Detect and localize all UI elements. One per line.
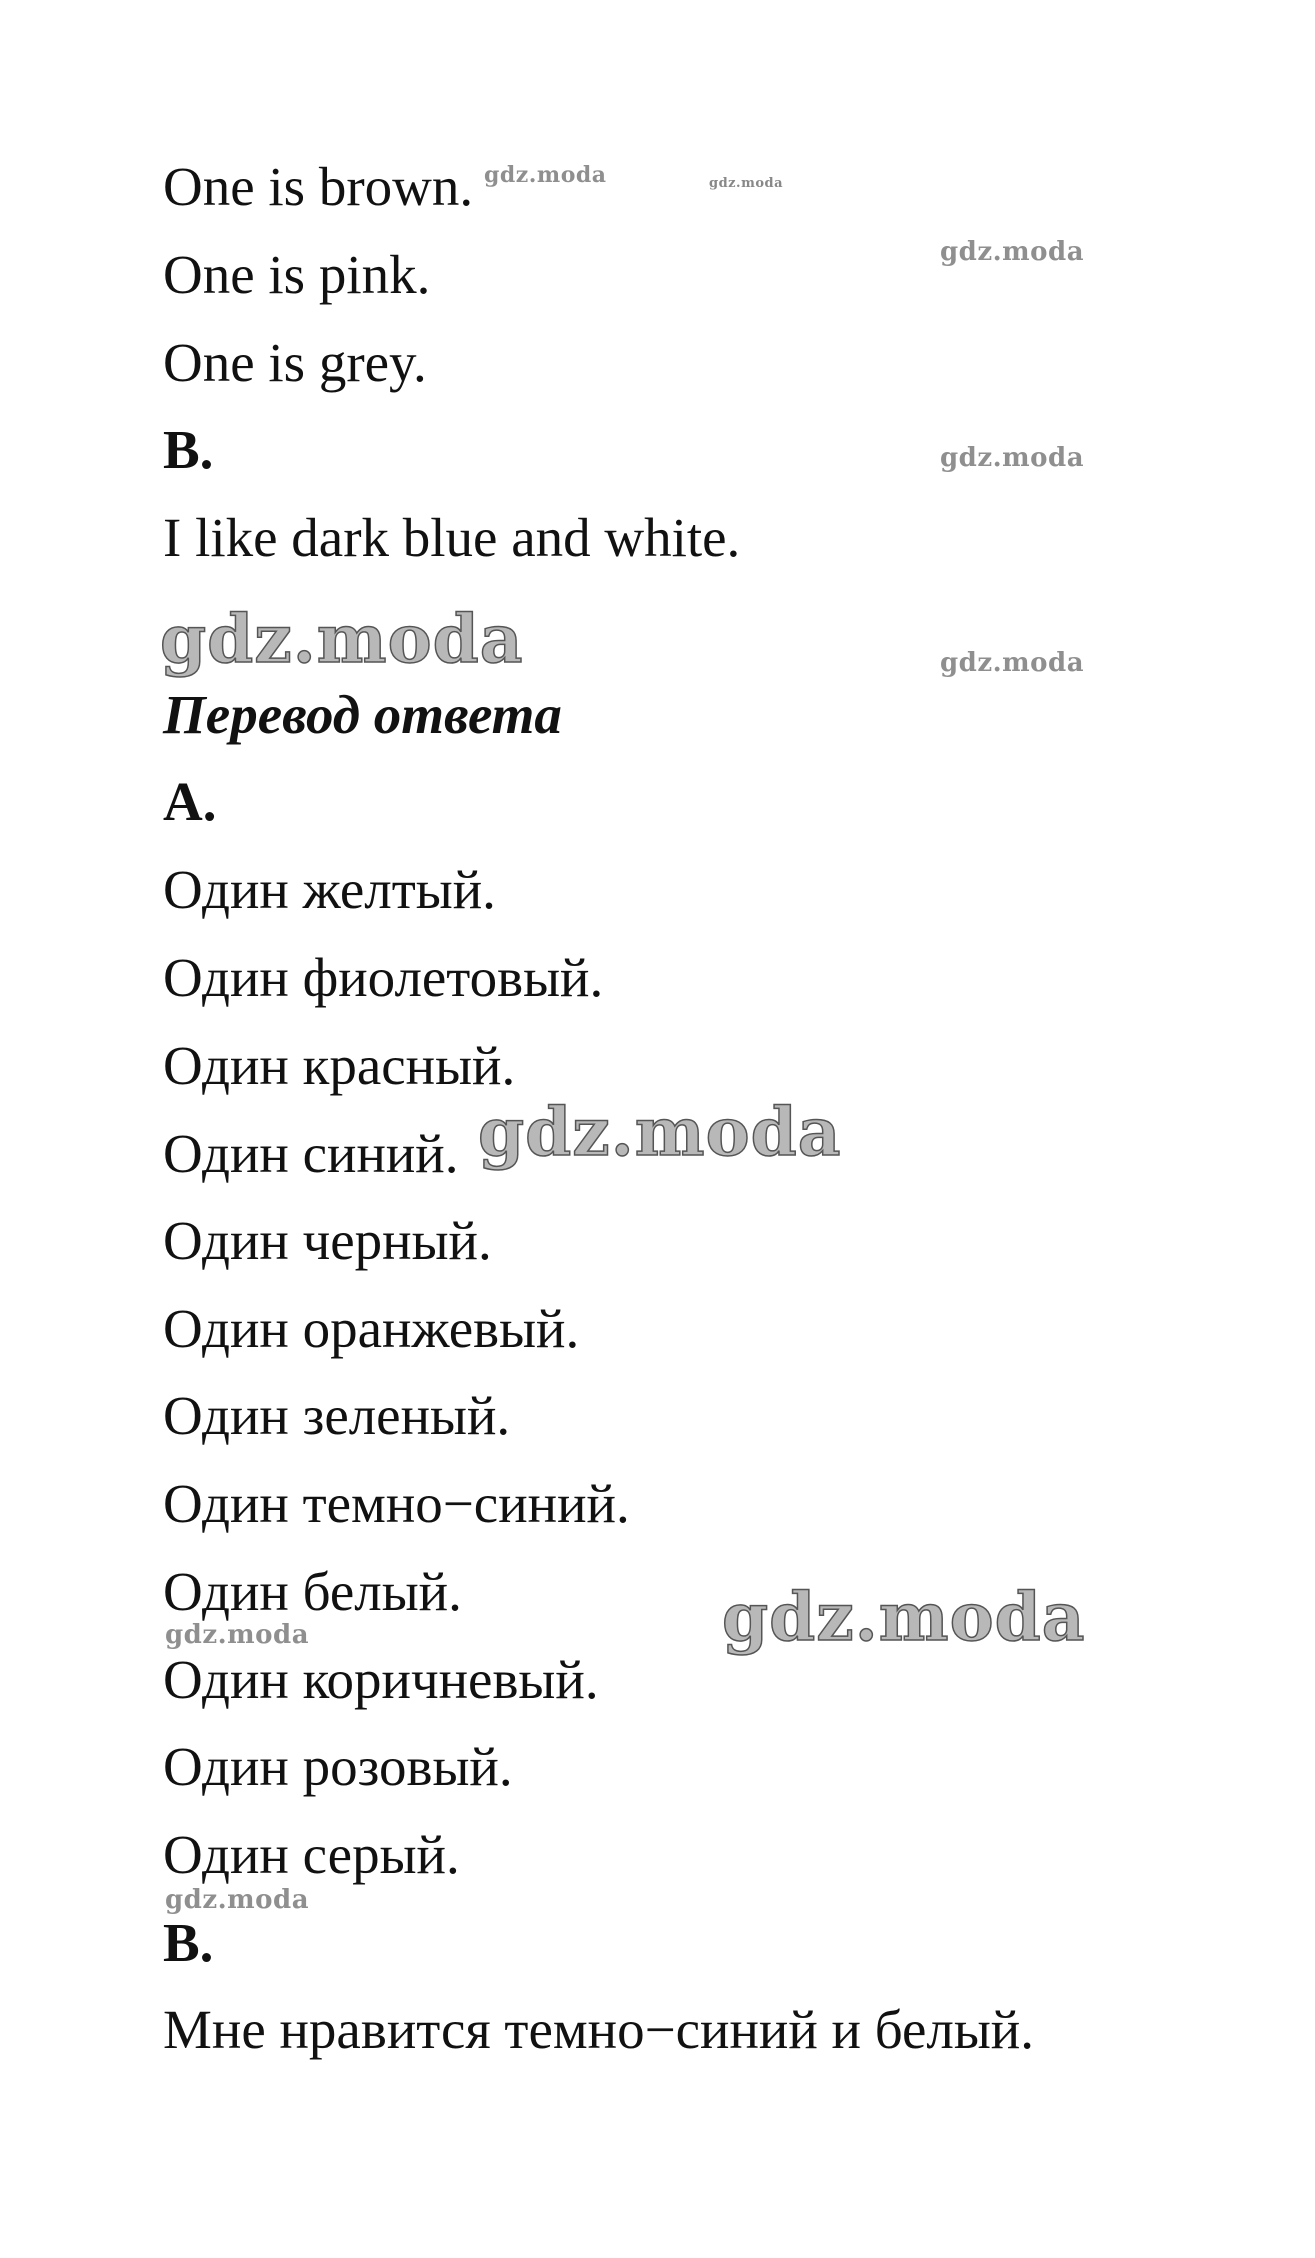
section-label-a: A. (163, 771, 217, 832)
watermark: gdz.moda (484, 162, 607, 188)
translation-heading: Перевод ответа (163, 684, 562, 745)
text-line: Один розовый. (163, 1736, 513, 1797)
text-line: Один серый. (163, 1824, 460, 1885)
text-line: Мне нравится темно−синий и белый. (163, 1999, 1034, 2060)
text-line: Один синий. (163, 1123, 459, 1184)
text-line: One is pink. (163, 244, 431, 305)
section-label-b: B. (163, 419, 214, 480)
section-label-b: B. (163, 1912, 214, 1973)
text-line: I like dark blue and white. (163, 507, 741, 568)
watermark: gdz.moda (940, 443, 1085, 473)
text-line: One is grey. (163, 332, 427, 393)
watermark: gdz.moda (165, 1885, 310, 1915)
text-line: One is brown. (163, 156, 474, 217)
text-line: Один черный. (163, 1210, 492, 1271)
watermark: gdz.moda (940, 648, 1085, 678)
text-line: Один белый. (163, 1561, 462, 1622)
text-line: Один темно−синий. (163, 1473, 630, 1534)
text-line: Один красный. (163, 1035, 516, 1096)
watermark: gdz.moda (478, 1093, 842, 1171)
watermark: gdz.moda (940, 237, 1085, 267)
text-line: Один коричневый. (163, 1649, 599, 1710)
watermark: gdz.moda (722, 1578, 1086, 1656)
text-line: Один фиолетовый. (163, 947, 604, 1008)
text-line: Один оранжевый. (163, 1298, 580, 1359)
watermark: gdz.moda (709, 176, 784, 191)
watermark: gdz.moda (160, 600, 524, 678)
text-line: Один желтый. (163, 859, 496, 920)
text-line: Один зеленый. (163, 1385, 511, 1446)
watermark: gdz.moda (165, 1620, 310, 1650)
